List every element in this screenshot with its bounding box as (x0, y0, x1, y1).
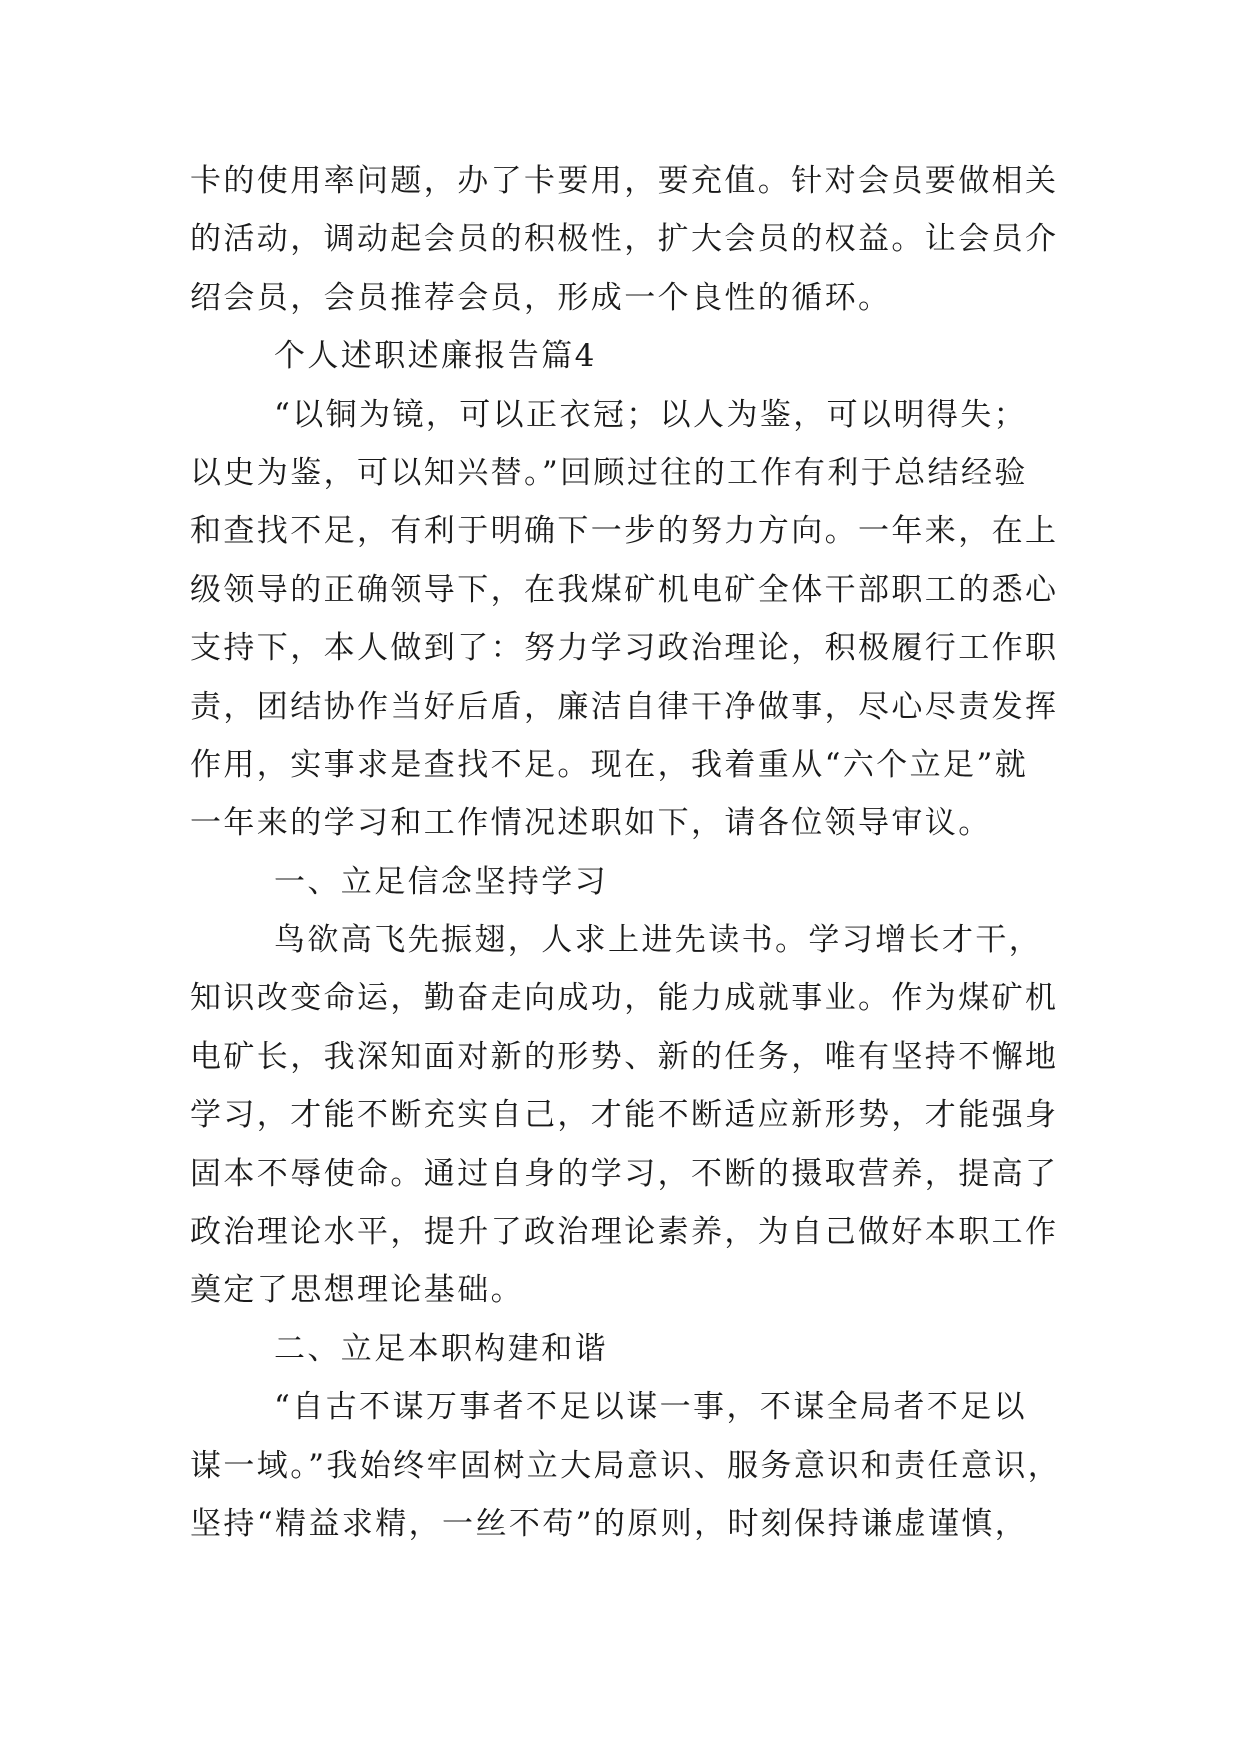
document-body (190, 152, 1062, 1553)
section-heading: 一、立足信念坚持学习 (274, 863, 608, 900)
body-line: 奠定了思想理论基础。 (190, 1272, 524, 1309)
body-line: 作用，实事求是查找不足。现在，我着重从“六个立足”就 (190, 746, 1029, 783)
body-line: 以史为鉴，可以知兴替。”回顾过往的工作有利于总结经验 (190, 454, 1028, 491)
section-heading: 二、立足本职构建和谐 (274, 1330, 608, 1367)
body-line: “自古不谋万事者不足以谋一事，不谋全局者不足以 (274, 1389, 1028, 1426)
body-line: 政治理论水平，提升了政治理论素养，为自己做好本职工作 (190, 1214, 1059, 1251)
body-line: 学习，才能不断充实自己，才能不断适应新形势，才能强身 (190, 1097, 1059, 1134)
section-heading: 个人述职述廉报告篇4 (274, 338, 597, 375)
body-line: “以铜为镜，可以正衣冠；以人为鉴，可以明得失； (274, 396, 1028, 433)
body-line: 谋一域。”我始终牢固树立大局意识、服务意识和责任意识， (190, 1447, 1062, 1484)
body-line: 支持下，本人做到了：努力学习政治理论，积极履行工作职 (190, 630, 1059, 667)
body-line: 级领导的正确领导下，在我煤矿机电矿全体干部职工的悉心 (190, 571, 1059, 608)
body-line: 和查找不足，有利于明确下一步的努力方向。一年来，在上 (190, 513, 1059, 550)
body-line: 的活动，调动起会员的积极性，扩大会员的权益。让会员介 (190, 221, 1059, 258)
body-line: 知识改变命运，勤奋走向成功，能力成就事业。作为煤矿机 (190, 980, 1059, 1017)
body-line: 坚持“精益求精，一丝不苟”的原则，时刻保持谦虚谨慎， (190, 1505, 1029, 1542)
body-line: 一年来的学习和工作情况述职如下，请各位领导审议。 (190, 805, 992, 842)
body-line: 卡的使用率问题，办了卡要用，要充值。针对会员要做相关 (190, 163, 1059, 199)
body-line: 鸟欲高飞先振翅，人求上进先读书。学习增长才干， (274, 922, 1043, 959)
body-line: 电矿长，我深知面对新的形势、新的任务，唯有坚持不懈地 (190, 1038, 1059, 1075)
body-line: 固本不辱使命。通过自身的学习，不断的摄取营养，提高了 (190, 1155, 1059, 1192)
body-line: 绍会员，会员推荐会员，形成一个良性的循环。 (190, 279, 892, 316)
body-line: 责，团结协作当好后盾，廉洁自律干净做事，尽心尽责发挥 (190, 688, 1059, 725)
